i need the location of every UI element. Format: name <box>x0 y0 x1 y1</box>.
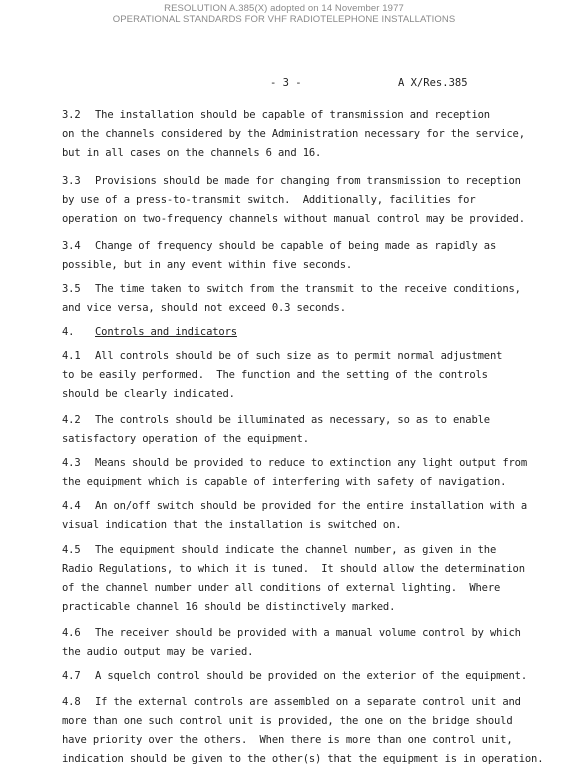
document-header-title: OPERATIONAL STANDARDS FOR VHF RADIOTELEPHONE INSTALLATIONS <box>112 14 456 25</box>
paragraph-line: on the channels considered by the Administration necessary for the service, <box>62 128 525 140</box>
paragraph-line: Means should be provided to reduce to extinction any light output from <box>95 457 528 469</box>
section-title: Controls and indicators <box>95 326 237 338</box>
paragraph-3-4 <box>62 237 532 275</box>
paragraph-line: If the external controls are assembled on a separate control unit and <box>95 696 521 708</box>
paragraph-3-5 <box>62 280 532 318</box>
paragraph-number: 4.6 <box>62 627 81 639</box>
paragraph-4-4 <box>62 497 532 535</box>
paragraph-number: 4.8 <box>62 696 81 708</box>
paragraph-line: The controls should be illuminated as necessary, so as to enable <box>95 414 490 426</box>
paragraph-number: 4.5 <box>62 544 81 556</box>
paragraph-line: visual indication that the installation is switched on. <box>62 519 402 531</box>
paragraph-line: A squelch control should be provided on the exterior of the equipment. <box>95 670 528 682</box>
paragraph-number: 4.1 <box>62 350 81 362</box>
paragraph-line: indication should be given to the other(s) that the equipment is in operation. <box>62 753 544 765</box>
paragraph-number: 4.7 <box>62 670 81 682</box>
paragraph-line: The time taken to switch from the transmit to the receive conditions, <box>95 283 521 295</box>
paragraph-number: 3.4 <box>62 240 81 252</box>
paragraph-line: of the channel number under all conditions of external lighting. Where <box>62 582 501 594</box>
paragraph-3-2 <box>62 106 532 163</box>
paragraph-line: by use of a press-to-transmit switch. Additionally, facilities for <box>62 194 476 206</box>
paragraph-line: practicable channel 16 should be distinctively marked. <box>62 601 396 613</box>
paragraph-line: possible, but in any event within five seconds. <box>62 259 353 271</box>
paragraph-line: to be easily performed. The function and the setting of the controls <box>62 369 488 381</box>
paragraph-4-1 <box>62 347 532 404</box>
paragraph-line: operation on two-frequency channels without manual control may be provided. <box>62 213 525 225</box>
paragraph-number: 4.4 <box>62 500 81 512</box>
paragraph-number: 3.2 <box>62 109 81 121</box>
paragraph-number: 3.3 <box>62 175 81 187</box>
paragraph-4-7 <box>62 667 532 686</box>
page-number: - 3 - <box>270 77 302 89</box>
paragraph-line: Radio Regulations, to which it is tuned. It should allow the determination <box>62 563 525 575</box>
paragraph-number: 4.3 <box>62 457 81 469</box>
paragraph-4-6 <box>62 624 532 662</box>
paragraph-number: 4.2 <box>62 414 81 426</box>
paragraph-line: The equipment should indicate the channel number, as given in the <box>95 544 497 556</box>
paragraph-line: but in all cases on the channels 6 and 16. <box>62 147 322 159</box>
paragraph-line: and vice versa, should not exceed 0.3 seconds. <box>62 302 346 314</box>
document-reference: A X/Res.385 <box>398 77 468 89</box>
paragraph-line: should be clearly indicated. <box>62 388 235 400</box>
paragraph-line: the equipment which is capable of interfering with safety of navigation. <box>62 476 507 488</box>
paragraph-line: satisfactory operation of the equipment. <box>62 433 309 445</box>
paragraph-3-3 <box>62 172 532 229</box>
paragraph-line: have priority over the others. When there is more than one control unit, <box>62 734 513 746</box>
paragraph-line: The receiver should be provided with a manual volume control by which <box>95 627 521 639</box>
paragraph-number: 3.5 <box>62 283 81 295</box>
paragraph-line: The installation should be capable of transmission and reception <box>95 109 490 121</box>
section-number: 4. <box>62 326 75 338</box>
section-heading-4 <box>62 323 532 342</box>
paragraph-line: the audio output may be varied. <box>62 646 254 658</box>
paragraph-line: An on/off switch should be provided for the entire installation with a <box>95 500 528 512</box>
paragraph-line: All controls should be of such size as to permit normal adjustment <box>95 350 503 362</box>
paragraph-4-5 <box>62 541 532 617</box>
paragraph-line: more than one such control unit is provided, the one on the bridge should <box>62 715 513 727</box>
paragraph-line: Change of frequency should be capable of being made as rapidly as <box>95 240 497 252</box>
paragraph-4-3 <box>62 454 532 492</box>
paragraph-line: Provisions should be made for changing from transmission to reception <box>95 175 521 187</box>
paragraph-4-8 <box>62 693 544 769</box>
paragraph-4-2 <box>62 411 532 449</box>
document-header-resolution: RESOLUTION A.385(X) adopted on 14 November 1977 <box>164 3 404 14</box>
